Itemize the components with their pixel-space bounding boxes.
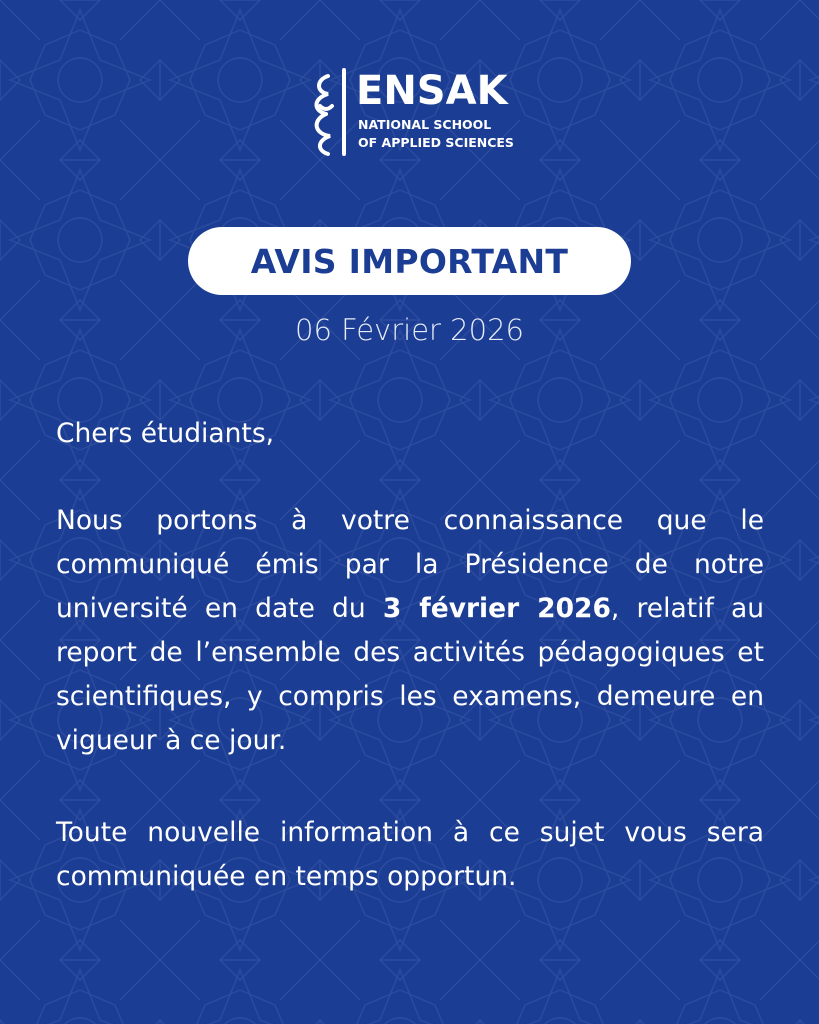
logo-subtitle-line2: OF APPLIED SCIENCES [358,135,514,150]
paragraph-1 [56,499,764,763]
ensak-logo [306,64,521,160]
ensak-emblem-icon [306,66,352,158]
logo-name: ENSAK [356,68,508,114]
notice-title-badge [188,227,631,295]
notice-title: AVIS IMPORTANT [250,241,569,281]
paragraph-1-date-emphasis: 3 février 2026 [382,593,611,624]
paragraph-1-end: , relatif au report de l’ensemble des activités pédagogiques et scientifiques, y compris les examens, demeure en vigueur à ce jour. [56,593,764,756]
greeting: Chers étudiants, [56,418,275,449]
notice-date: 06 Février 2026 [295,313,524,347]
paragraph-1-start: Nous portons à votre connaissance que le communiqué émis par la Présidence de notre université en date du [56,505,764,624]
logo-subtitle-line1: NATIONAL SCHOOL [358,117,492,132]
paragraph-2: Toute nouvelle information à ce sujet vous sera communiquée en temps opportun. [56,817,764,892]
